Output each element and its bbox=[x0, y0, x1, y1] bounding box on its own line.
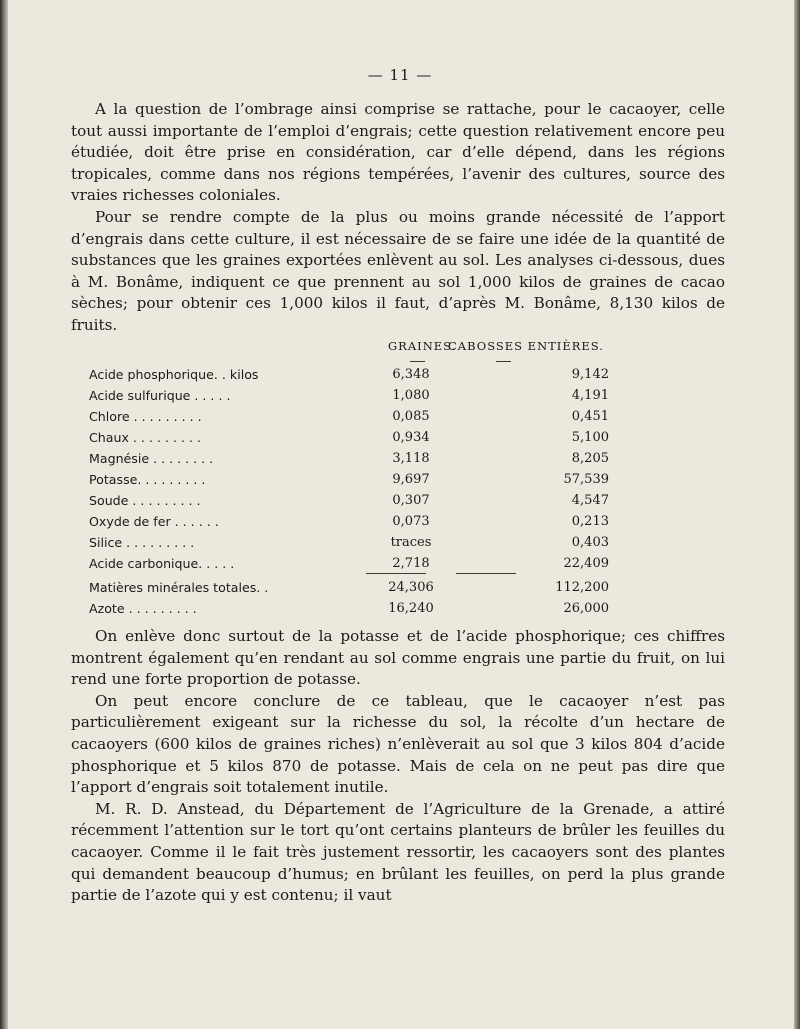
row-label: Acide sulfurique . . . . . bbox=[89, 388, 231, 403]
table-row bbox=[89, 514, 609, 535]
row-graines-value: 9,697 bbox=[392, 472, 430, 487]
table-row bbox=[89, 556, 609, 577]
row-cabosses-value: 0,451 bbox=[571, 409, 609, 424]
table-row bbox=[89, 409, 609, 430]
row-label: Oxyde de fer . . . . . . bbox=[89, 514, 219, 529]
table-row bbox=[89, 535, 609, 556]
azote-label: Azote . . . . . . . . . bbox=[89, 601, 197, 616]
row-label: Chlore . . . . . . . . . bbox=[89, 409, 202, 424]
row-cabosses-value: 9,142 bbox=[571, 367, 609, 382]
table-row bbox=[89, 451, 609, 472]
header-dash-cabosses bbox=[496, 361, 511, 362]
row-label: Potasse. . . . . . . . . bbox=[89, 472, 206, 487]
row-cabosses-value: 4,547 bbox=[571, 493, 609, 508]
azote-graines-value: 16,240 bbox=[388, 601, 434, 616]
paragraph-anstead: M. R. D. Anstead, du Département de l’Agriculture de la Grenade, a attiré récemment l’attention sur le tort qu’ont certains planteurs de brûler les feuilles du cacaoyer. Comme il le fait très justement ressortir, les cacaoyers sont des plantes qui demandent beaucoup d’humus; en brûlant les feuilles, on perd la plus grande partie de l’azote qui y est contenu; il vaut bbox=[71, 799, 725, 905]
table-row bbox=[89, 493, 609, 514]
table-row-azote bbox=[89, 601, 609, 622]
row-label: Acide carbonique. . . . . bbox=[89, 556, 235, 571]
row-cabosses-value: 22,409 bbox=[563, 556, 609, 571]
totals-label: Matières minérales totales. . bbox=[89, 580, 269, 595]
paragraph-potasse: On enlève donc surtout de la potasse et de l’acide phosphorique; ces chiffres montrent également qu’en rendant au sol comme engrais une partie du fruit, on lui rend une forte proportion de potasse. bbox=[71, 627, 725, 689]
row-graines-value: 0,934 bbox=[392, 430, 430, 445]
table-header-graines: GRAINES. bbox=[388, 339, 457, 353]
row-graines-value: 6,348 bbox=[392, 367, 430, 382]
paragraph-bonáme-analysis: Pour se rendre compte de la plus ou moins grande nécessité de l’apport d’engrais dans cette culture, il est nécessaire de se faire une idée de la quantité de substances que les graines exportées enlèvent au sol. Les analyses ci-dessous, dues à M. Bonâme, indiquent ce que prennent au sol 1,000 kilos de graines de cacao sèches; pour obtenir ces 1,000 kilos il faut, d’après M. Bonâme, 8,130 kilos de fruits. bbox=[71, 208, 725, 334]
row-label: Chaux . . . . . . . . . bbox=[89, 430, 201, 445]
table-row bbox=[89, 367, 609, 388]
row-graines-value: 3,118 bbox=[392, 451, 430, 466]
paragraph-fertilizer-intro: A la question de l’ombrage ainsi comprise se rattache, pour le cacaoyer, celle tout aussi importante de l’emploi d’engrais; cette question relativement encore peu étudiée, doit être prise en considération, car d’elle dépend, dans les régions tropicales, comme dans nos régions tempérées, l’avenir des cultures, source des vraies richesses coloniales. bbox=[71, 100, 725, 205]
table-row bbox=[89, 388, 609, 409]
totals-cabosses-value: 112,200 bbox=[555, 580, 609, 595]
row-graines-value: 2,718 bbox=[392, 556, 430, 571]
header-dash-graines bbox=[410, 361, 425, 362]
sum-rule-graines bbox=[366, 573, 426, 574]
sum-rule-cabosses bbox=[456, 573, 516, 574]
row-graines-value: traces bbox=[390, 535, 432, 550]
row-graines-value: 0,307 bbox=[392, 493, 430, 508]
row-cabosses-value: 5,100 bbox=[571, 430, 609, 445]
page-number: — 11 — bbox=[367, 66, 433, 84]
totals-graines-value: 24,306 bbox=[388, 580, 434, 595]
page-right-edge bbox=[794, 0, 800, 1029]
table-row-totals bbox=[89, 580, 609, 601]
row-label: Silice . . . . . . . . . bbox=[89, 535, 195, 550]
table-row bbox=[89, 472, 609, 493]
row-graines-value: 0,085 bbox=[392, 409, 430, 424]
row-cabosses-value: 57,539 bbox=[563, 472, 609, 487]
row-graines-value: 0,073 bbox=[392, 514, 430, 529]
table-row bbox=[89, 430, 609, 451]
table-header-cabosses: CABOSSES ENTIÈRES. bbox=[448, 339, 604, 353]
page-binding-edge bbox=[0, 0, 8, 1029]
paragraph-block-conclusions bbox=[71, 626, 725, 907]
azote-cabosses-value: 26,000 bbox=[563, 601, 609, 616]
row-cabosses-value: 0,403 bbox=[571, 535, 609, 550]
row-label: Acide phosphorique. . kilos bbox=[89, 367, 259, 382]
row-cabosses-value: 4,191 bbox=[571, 388, 609, 403]
row-cabosses-value: 8,205 bbox=[571, 451, 609, 466]
row-label: Magnésie . . . . . . . . bbox=[89, 451, 214, 466]
row-label: Soude . . . . . . . . . bbox=[89, 493, 201, 508]
row-cabosses-value: 0,213 bbox=[571, 514, 609, 529]
row-graines-value: 1,080 bbox=[392, 388, 430, 403]
paragraph-exigence-sol: On peut encore conclure de ce tableau, que le cacaoyer n’est pas particulièrement exigeant sur la richesse du sol, la récolte d’un hectare de cacaoyers (600 kilos de graines riches) n’enlèverait au sol que 3 kilos 804 d’acide phosphorique et 5 kilos 870 de potasse. Mais de cela on ne peut pas dire que l’apport d’engrais soit totalement inutile. bbox=[71, 691, 725, 797]
